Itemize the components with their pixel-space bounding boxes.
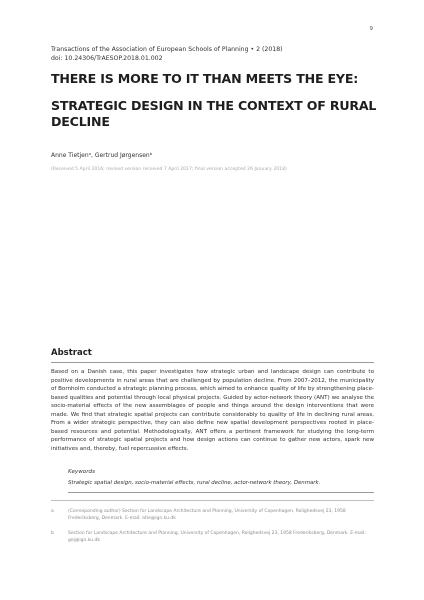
abstract-divider [51,362,374,363]
paper-title-line-2: STRATEGIC DESIGN IN THE CONTEXT OF RURAL DECLINE [51,98,377,129]
keywords-text: Strategic spatial design, socio-material effects, rural decline, actor-network theory, Denmark. [68,480,321,486]
journal-citation: Transactions of the Association of European Schools of Planning • 2 (2018) [51,46,283,53]
abstract-heading: Abstract [51,348,92,358]
abstract-body: Based on a Danish case, this paper investigates how strategic urban and landscape design can contribute to positive developments in rural areas that are challenged by population decline. From 2007–2012, the municipality of Bornholm conducted a strategic planning process, which aimed to enhance quality of life by strengthening place-based qualities and potential through local physical projects. Guided by actor-network theory (ANT) we analyse the socio-material effects of the new assemblages of people and things around the design interventions that were made. We find that strategic spatial projects can contribute considerably to quality of life in declining rural areas. From a wider strategic perspective, they can also define new spatial development perspectives rooted in place-based resources and potential. Methodologically, ANT offers a pertinent framework for studying the long-term performance of strategic spatial projects and how design actions can continue to gather new actors, spark new initiatives and, thereby, fuel repercussive effects. [51,369,374,452]
authors: Anne Tietjenᵃ, Gertrud Jørgensenᵇ [51,152,153,159]
footnote-divider [51,500,374,501]
footnote-b-mark: b [51,531,54,536]
received-dates: (Received 5 April 2016; revised version received 7 April 2017; final version accepted 26 January 2018) [51,167,287,172]
keywords-label: Keywords [68,469,95,475]
journal-doi: doi: 10.24306/TrAESOP.2018.01.002 [51,55,163,62]
journal-header [51,45,283,63]
paper-title-line-1: THERE IS MORE TO IT THAN MEETS THE EYE: [51,71,359,86]
footnote-a [51,508,374,522]
footnote-b-text: Section for Landscape Architecture and Planning, University of Copenhagen, Rolighedsvej 23, 1958 Frederiksberg, Denmark. E-mail: gej@ign.ku.dk [68,531,366,543]
keywords-divider [68,492,374,493]
footnote-a-text: (Corresponding author) Section for Landscape Architecture and Planning, University of Copenhagen, Rolighedsvej 23, 1958 Frederiksberg, Denmark. E-mail: atie@ign.ku.dk [68,509,346,521]
paper-title [51,71,381,130]
page-number: 9 [369,26,373,32]
footnote-b [51,530,374,544]
footnote-a-mark: a [51,509,54,514]
